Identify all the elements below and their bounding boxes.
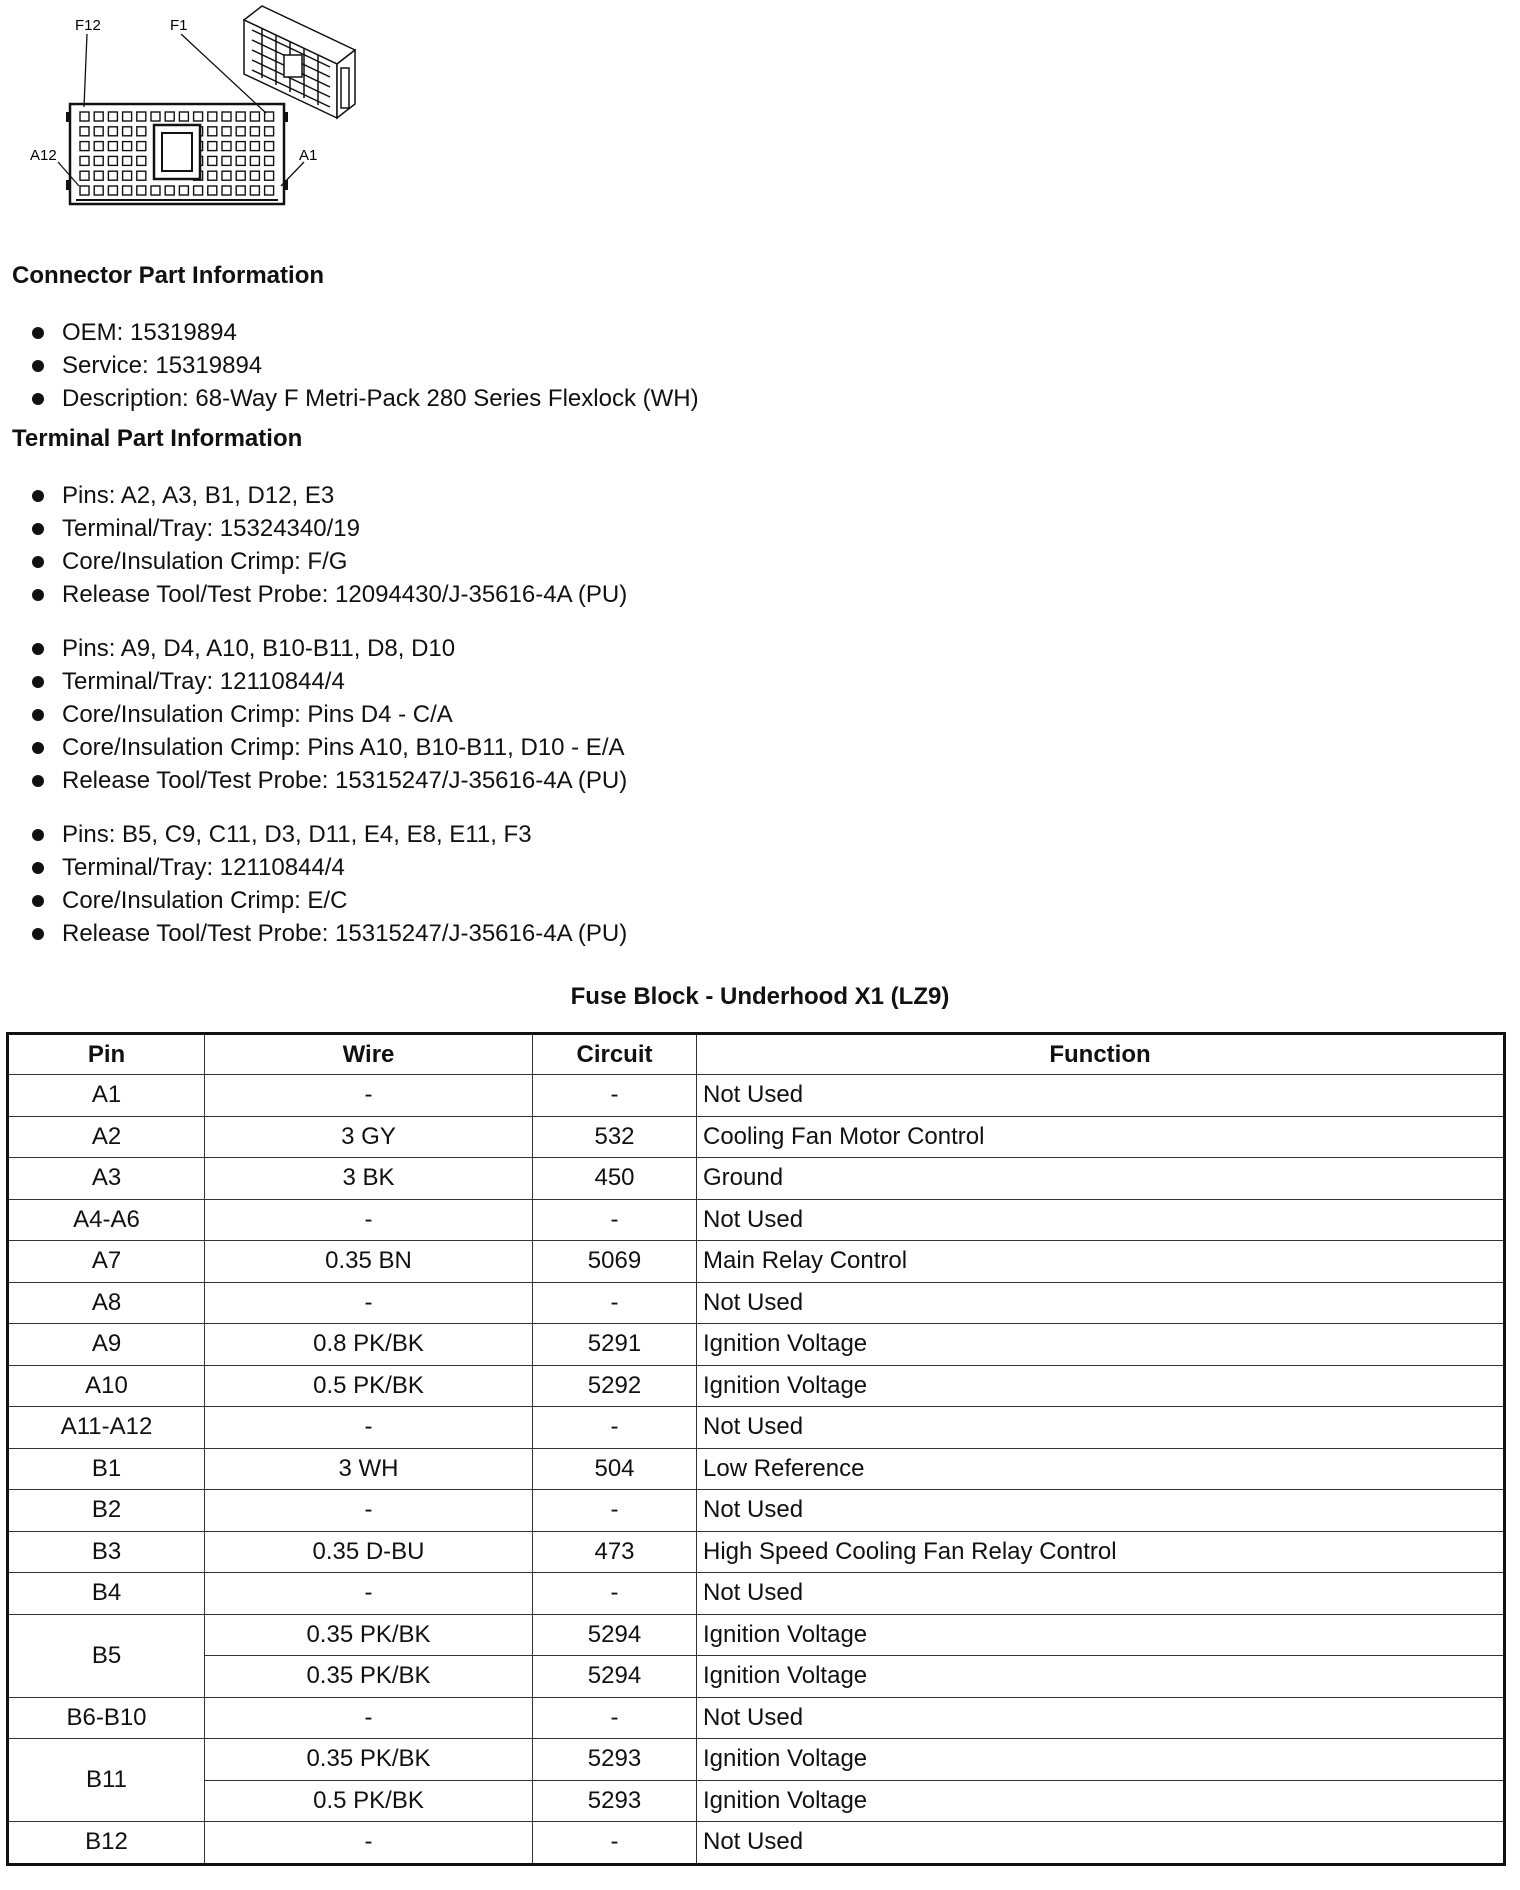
pin-cavity [80,142,89,151]
cell-circuit: 5069 [533,1241,697,1283]
pin-cavity [250,127,259,136]
terminal-group-1 [30,479,627,611]
cell-pin: B5 [8,1614,205,1697]
pin-cavity [265,127,274,136]
pin-cavity [94,142,103,151]
pin-cavity [236,127,245,136]
pin-cavity [108,112,117,121]
cell-pin: B1 [8,1448,205,1490]
header-function: Function [697,1034,1505,1075]
cell-pin: A8 [8,1282,205,1324]
cell-circuit: - [533,1282,697,1324]
table-row [8,1614,1505,1656]
pin-cavity [250,171,259,180]
list-item: Pins: B5, C9, C11, D3, D11, E4, E8, E11, F3 [30,818,627,851]
pin-cavity [208,112,217,121]
cell-wire: 3 GY [205,1116,533,1158]
cell-circuit: 5291 [533,1324,697,1366]
cell-wire: 0.35 PK/BK [205,1739,533,1781]
pin-cavity [250,112,259,121]
table-row [8,1282,1505,1324]
table-row [8,1075,1505,1117]
label-f12: F12 [75,17,101,34]
cell-circuit: - [533,1573,697,1615]
cell-wire: 0.35 BN [205,1241,533,1283]
pin-cavity [265,156,274,165]
list-item: Service: 15319894 [30,349,699,382]
pinout-table [6,1032,1506,1866]
cell-wire: - [205,1573,533,1615]
table-row [8,1739,1505,1781]
pin-cavity [208,156,217,165]
pin-cavity [137,127,146,136]
table-row [8,1158,1505,1200]
pin-cavity [250,156,259,165]
cell-circuit: - [533,1075,697,1117]
pin-cavity [265,112,274,121]
cell-circuit: 5294 [533,1614,697,1656]
table-row [8,1448,1505,1490]
cell-wire: 0.35 PK/BK [205,1656,533,1698]
cell-function: High Speed Cooling Fan Relay Control [697,1531,1505,1573]
pin-cavity [94,171,103,180]
terminal-group-2 [30,632,627,797]
cell-circuit: 532 [533,1116,697,1158]
pin-cavity [123,127,132,136]
pin-cavity [108,127,117,136]
cell-function: Ignition Voltage [697,1656,1505,1698]
table-title: Fuse Block - Underhood X1 (LZ9) [570,983,950,1010]
cell-wire: - [205,1282,533,1324]
pin-cavity [179,112,188,121]
pin-cavity [165,186,174,195]
table-row [8,1116,1505,1158]
terminal-part-title: Terminal Part Information [12,425,303,452]
list-item: Core/Insulation Crimp: Pins A10, B10-B11, D10 - E/A [30,731,627,764]
list-item: Terminal/Tray: 12110844/4 [30,851,627,884]
cell-function: Not Used [697,1697,1505,1739]
table-row [8,1241,1505,1283]
cell-pin: A7 [8,1241,205,1283]
pin-cavity [208,142,217,151]
table-header-row [8,1034,1505,1075]
cell-function: Not Used [697,1407,1505,1449]
pin-cavity [194,112,203,121]
list-item: Release Tool/Test Probe: 12094430/J-35616-4A (PU) [30,578,627,611]
pin-cavity [222,112,231,121]
cell-pin: B6-B10 [8,1697,205,1739]
label-a12: A12 [30,147,57,164]
pin-cavity [194,186,203,195]
header-circuit: Circuit [533,1034,697,1075]
pin-cavity [94,186,103,195]
pin-cavity [137,186,146,195]
pin-cavity [80,127,89,136]
cell-pin: A3 [8,1158,205,1200]
cell-pin: A10 [8,1365,205,1407]
cell-circuit: 5292 [533,1365,697,1407]
cell-function: Ignition Voltage [697,1614,1505,1656]
pin-cavity [94,112,103,121]
pin-cavity [123,186,132,195]
cell-function: Ignition Voltage [697,1739,1505,1781]
table-row [8,1407,1505,1449]
pin-cavity [250,186,259,195]
cell-wire: 3 WH [205,1448,533,1490]
connector-face [66,104,288,204]
header-wire: Wire [205,1034,533,1075]
header-pin: Pin [8,1034,205,1075]
table-row [8,1199,1505,1241]
list-item: Release Tool/Test Probe: 15315247/J-35616-4A (PU) [30,764,627,797]
pin-cavity [265,142,274,151]
cell-circuit: - [533,1199,697,1241]
cell-pin: B3 [8,1531,205,1573]
cell-pin: A1 [8,1075,205,1117]
cell-circuit: - [533,1490,697,1532]
cell-circuit: 450 [533,1158,697,1200]
cell-wire: 0.8 PK/BK [205,1324,533,1366]
cell-wire: - [205,1697,533,1739]
pin-cavity [236,186,245,195]
pin-cavity [137,156,146,165]
cell-function: Not Used [697,1075,1505,1117]
terminal-group-3 [30,818,627,950]
table-row [8,1780,1505,1822]
cell-pin: B4 [8,1573,205,1615]
list-item: Terminal/Tray: 15324340/19 [30,512,627,545]
pin-cavity [208,171,217,180]
pin-cavity [151,186,160,195]
pin-cavity [208,127,217,136]
pin-cavity [165,112,174,121]
cell-circuit: 5293 [533,1739,697,1781]
cell-function: Main Relay Control [697,1241,1505,1283]
cell-function: Not Used [697,1282,1505,1324]
cell-circuit: - [533,1697,697,1739]
cell-wire: - [205,1490,533,1532]
list-item: Core/Insulation Crimp: F/G [30,545,627,578]
cell-function: Not Used [697,1573,1505,1615]
cell-wire: 0.35 PK/BK [205,1614,533,1656]
pin-cavity [222,156,231,165]
cell-circuit: 5294 [533,1656,697,1698]
pin-cavity [179,186,188,195]
pin-cavity [236,112,245,121]
pin-cavity [123,171,132,180]
list-item: Terminal/Tray: 12110844/4 [30,665,627,698]
cell-pin: B12 [8,1822,205,1865]
pin-cavity [123,112,132,121]
pin-cavity [108,156,117,165]
cell-function: Not Used [697,1490,1505,1532]
pin-cavity [265,186,274,195]
cell-wire: 0.35 D-BU [205,1531,533,1573]
cell-pin: A9 [8,1324,205,1366]
cell-wire: 0.5 PK/BK [205,1365,533,1407]
list-item: Pins: A2, A3, B1, D12, E3 [30,479,627,512]
pin-cavity [137,112,146,121]
table-row [8,1822,1505,1865]
pin-cavity [94,127,103,136]
cell-function: Not Used [697,1822,1505,1865]
pin-cavity [236,171,245,180]
pin-cavity [123,156,132,165]
connector-3d-view [244,6,355,118]
pin-cavity [222,142,231,151]
pin-cavity [80,112,89,121]
cell-circuit: - [533,1407,697,1449]
table-row [8,1656,1505,1698]
pin-cavity [80,156,89,165]
table-row [8,1697,1505,1739]
cell-circuit: 5293 [533,1780,697,1822]
list-item: Core/Insulation Crimp: Pins D4 - C/A [30,698,627,731]
pin-cavity [123,142,132,151]
connector-diagram [0,0,420,240]
label-a1: A1 [299,147,318,164]
cell-function: Cooling Fan Motor Control [697,1116,1505,1158]
table-row [8,1573,1505,1615]
cell-circuit: 473 [533,1531,697,1573]
pin-cavity [94,156,103,165]
cell-function: Ground [697,1158,1505,1200]
table-row [8,1365,1505,1407]
cell-function: Not Used [697,1199,1505,1241]
pin-cavity [250,142,259,151]
cell-function: Ignition Voltage [697,1780,1505,1822]
cell-pin: B11 [8,1739,205,1822]
cell-function: Ignition Voltage [697,1365,1505,1407]
list-item: Pins: A9, D4, A10, B10-B11, D8, D10 [30,632,627,665]
pin-cavity [108,186,117,195]
pin-cavity [108,171,117,180]
pin-cavity [151,112,160,121]
cell-wire: - [205,1407,533,1449]
pin-cavity [208,186,217,195]
list-item: OEM: 15319894 [30,316,699,349]
list-item: Core/Insulation Crimp: E/C [30,884,627,917]
pin-cavity [265,171,274,180]
pin-cavity [222,186,231,195]
table-row [8,1490,1505,1532]
cell-pin: A2 [8,1116,205,1158]
pin-cavity [80,186,89,195]
cell-function: Ignition Voltage [697,1324,1505,1366]
pin-cavity [222,127,231,136]
pin-cavity [222,171,231,180]
pin-cavity [236,156,245,165]
connector-part-list [30,316,699,415]
cell-wire: 3 BK [205,1158,533,1200]
cell-pin: B2 [8,1490,205,1532]
pin-cavity [236,142,245,151]
table-row [8,1324,1505,1366]
label-f1: F1 [170,17,188,34]
pin-cavity [137,142,146,151]
cell-wire: - [205,1199,533,1241]
cell-function: Low Reference [697,1448,1505,1490]
pin-cavity [108,142,117,151]
table-row [8,1531,1505,1573]
cell-pin: A11-A12 [8,1407,205,1449]
pin-cavity [137,171,146,180]
list-item: Release Tool/Test Probe: 15315247/J-35616-4A (PU) [30,917,627,950]
cell-pin: A4-A6 [8,1199,205,1241]
cell-wire: - [205,1822,533,1865]
connector-part-title: Connector Part Information [12,262,325,289]
cell-wire: - [205,1075,533,1117]
pin-cavity [80,171,89,180]
list-item: Description: 68-Way F Metri-Pack 280 Series Flexlock (WH) [30,382,699,415]
cell-wire: 0.5 PK/BK [205,1780,533,1822]
cell-circuit: 504 [533,1448,697,1490]
cell-circuit: - [533,1822,697,1865]
